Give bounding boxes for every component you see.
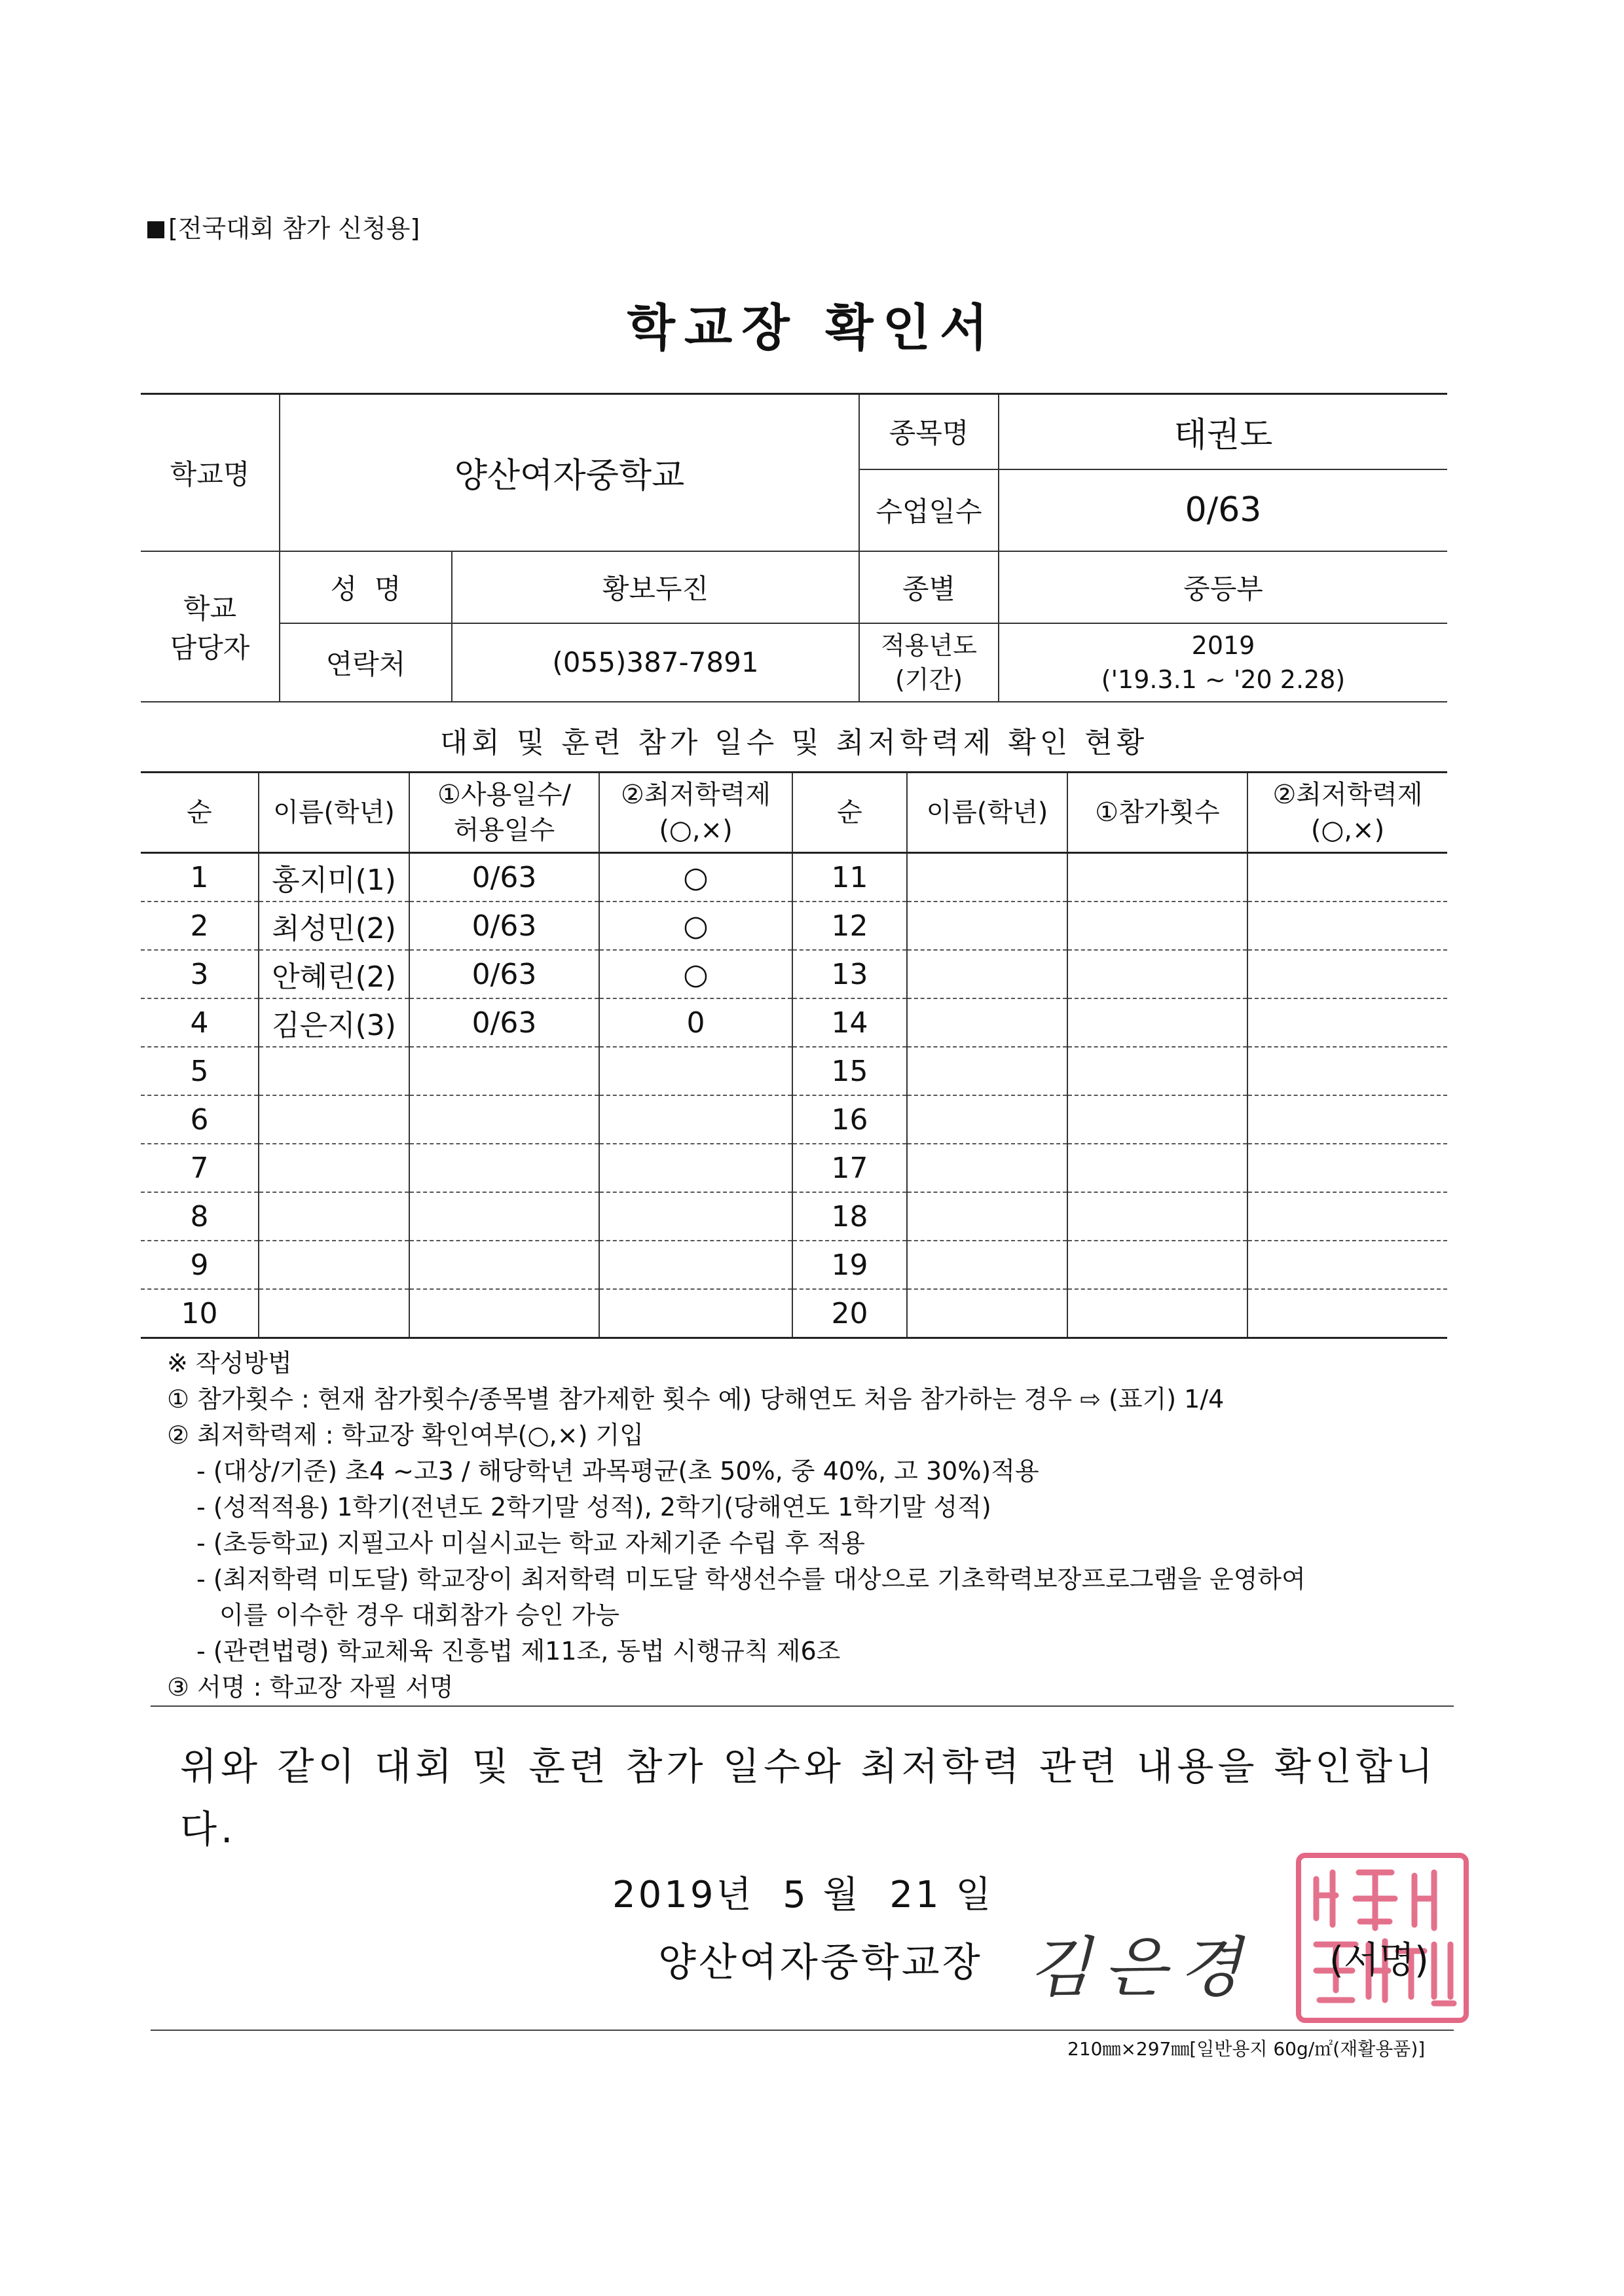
row-no: 1 (141, 853, 259, 902)
row-count-right (1067, 1289, 1247, 1338)
header-name-left: 이름(학년) (259, 773, 409, 853)
row-days (409, 1192, 599, 1241)
row-no-right: 20 (792, 1289, 907, 1338)
row-count-right (1067, 1192, 1247, 1241)
row-days: 0/63 (409, 950, 599, 998)
table-row (141, 1047, 1447, 1095)
row-no: 3 (141, 950, 259, 998)
row-min-right (1247, 998, 1447, 1047)
person-name-label-text: 성 명 (330, 572, 401, 605)
principal-title: 양산여자중학교장 (658, 1940, 983, 1986)
row-days (409, 1095, 599, 1144)
row-min (599, 1095, 792, 1144)
row-name-right (907, 1241, 1067, 1289)
header-no-left: 순 (141, 773, 259, 853)
row-name-right (907, 853, 1067, 902)
sign-date: 2019년 5 월 21 일 (612, 1874, 994, 1916)
row-count-right (1067, 1047, 1247, 1095)
header-min-right-l1: ②최저학력제 (1272, 780, 1423, 810)
instruction-item: ① 참가횟수 : 현재 참가횟수/종목별 참가제한 횟수 예) 당해연도 처음 참가하는 경우 ⇨ (표기) 1/4 (167, 1385, 1225, 1413)
row-days (409, 1047, 599, 1095)
header-min-right (1247, 773, 1447, 853)
row-name (259, 1047, 409, 1095)
instruction-subitem: - (관련법령) 학교체육 진흥법 제11조, 동법 시행규칙 제6조 (196, 1637, 841, 1666)
apply-year-label-line1: 적용년도 (881, 630, 977, 660)
contact-label-line1: 학교 (183, 592, 237, 625)
roster-header-row (141, 773, 1447, 853)
division-label: 종별 (859, 551, 999, 623)
table-row (141, 853, 1447, 902)
row-no: 9 (141, 1241, 259, 1289)
header-no-right: 순 (792, 773, 907, 853)
contact-person-label (141, 551, 280, 702)
footer-divider (151, 2030, 1454, 2031)
row-no-right: 12 (792, 902, 907, 950)
row-no: 8 (141, 1192, 259, 1241)
row-count-right (1067, 1144, 1247, 1192)
table-row (141, 1095, 1447, 1144)
instruction-subitem: - (초등학교) 지필고사 미실시교는 학교 자체기준 수립 후 적용 (196, 1529, 865, 1558)
header-min-right-l2: (○,×) (1310, 815, 1385, 845)
row-days (409, 1241, 599, 1289)
instructions-heading: ※ 작성방법 (167, 1349, 292, 1377)
row-count-right (1067, 1095, 1247, 1144)
instruction-subitem: - (최저학력 미도달) 학교장이 최저학력 미도달 학생선수를 대상으로 기초학력보장프로그램을 운영하여 (196, 1565, 1306, 1594)
apply-year-value (999, 623, 1447, 702)
row-name-right (907, 950, 1067, 998)
confirmation-statement (180, 1735, 1444, 1861)
apply-year-label-line2: (기간) (895, 665, 963, 694)
header-min-left (599, 773, 792, 853)
row-min-right (1247, 853, 1447, 902)
row-name: 최성민(2) (259, 902, 409, 950)
sport-label: 종목명 (859, 394, 999, 469)
school-name-value: 양산여자중학교 (280, 394, 859, 551)
row-name-right (907, 1192, 1067, 1241)
document-title: 학교장 확인서 (627, 299, 997, 357)
sport-value: 태권도 (999, 394, 1447, 469)
contact-label-line2: 담당자 (170, 631, 250, 664)
instruction-subitem: - (대상/기준) 초4 ~고3 / 해당학년 과목평균(초 50%, 중 40%, 고 30%)적용 (196, 1457, 1039, 1485)
instruction-subitem: - (성적적용) 1학기(전년도 2학기말 성적), 2학기(당해연도 1학기말 성적) (196, 1493, 991, 1522)
row-name-right (907, 1095, 1067, 1144)
row-days: 0/63 (409, 853, 599, 902)
row-name: 홍지미(1) (259, 853, 409, 902)
form-type-text: [전국대회 참가 신청용] (168, 214, 420, 243)
row-name (259, 1144, 409, 1192)
row-count-right (1067, 853, 1247, 902)
table-row (141, 1289, 1447, 1338)
signature-label: (서명) (1329, 1939, 1429, 1982)
row-count-right (1067, 902, 1247, 950)
row-name-right (907, 1289, 1067, 1338)
row-count-right (1067, 998, 1247, 1047)
apply-year-value-line1: 2019 (1191, 630, 1255, 660)
instruction-item: ② 최저학력제 : 학교장 확인여부(○,×) 기입 (167, 1421, 644, 1449)
row-min-right (1247, 1241, 1447, 1289)
row-min: ○ (599, 950, 792, 998)
row-min: 0 (599, 998, 792, 1047)
row-name: 김은지(3) (259, 998, 409, 1047)
division-value: 중등부 (999, 551, 1447, 623)
class-days-value: 0/63 (999, 469, 1447, 551)
apply-year-value-line2: ('19.3.1 ~ '20 2.28) (1101, 665, 1346, 694)
row-min (599, 1047, 792, 1095)
row-no: 6 (141, 1095, 259, 1144)
row-no: 5 (141, 1047, 259, 1095)
header-days-left (409, 773, 599, 853)
form-type-tag (147, 208, 420, 244)
handwritten-signature: 김은경 (1028, 1929, 1253, 2006)
school-name-label: 학교명 (141, 394, 280, 551)
row-min-right (1247, 950, 1447, 998)
person-name-label (280, 551, 452, 623)
section-divider (151, 1705, 1454, 1707)
status-section-title: 대회 및 훈련 참가 일수 및 최저학력제 확인 현황 (439, 726, 1149, 759)
school-info-table (141, 393, 1447, 702)
row-no-right: 18 (792, 1192, 907, 1241)
phone-value: (055)387-7891 (452, 623, 859, 702)
table-row (141, 902, 1447, 950)
paper-spec-footer: 210㎜×297㎜[일반용지 60g/㎡(재활용품)] (1067, 2038, 1426, 2060)
row-name-right (907, 1144, 1067, 1192)
instructions-block (167, 1345, 1450, 1705)
row-days (409, 1289, 599, 1338)
row-name (259, 1289, 409, 1338)
row-min-right (1247, 1144, 1447, 1192)
instruction-subitem-cont: 이를 이수한 경우 대회참가 승인 가능 (219, 1601, 620, 1630)
row-min: ○ (599, 853, 792, 902)
apply-year-label (859, 623, 999, 702)
participant-roster-table (141, 771, 1447, 1339)
instruction-item: ③ 서명 : 학교장 자필 서명 (167, 1673, 454, 1702)
row-min-right (1247, 1095, 1447, 1144)
row-no: 4 (141, 998, 259, 1047)
row-name: 안혜린(2) (259, 950, 409, 998)
table-row (141, 998, 1447, 1047)
header-name-right: 이름(학년) (907, 773, 1067, 853)
row-no-right: 14 (792, 998, 907, 1047)
row-no: 10 (141, 1289, 259, 1338)
class-days-label: 수업일수 (859, 469, 999, 551)
row-name (259, 1241, 409, 1289)
row-count-right (1067, 950, 1247, 998)
row-no-right: 11 (792, 853, 907, 902)
square-bullet-icon (147, 221, 164, 238)
row-name (259, 1192, 409, 1241)
row-no-right: 15 (792, 1047, 907, 1095)
header-min-left-l2: (○,×) (659, 815, 733, 845)
row-min-right (1247, 1192, 1447, 1241)
header-days-l2: 허용일수 (453, 815, 555, 845)
row-min: ○ (599, 902, 792, 950)
row-min (599, 1241, 792, 1289)
row-count-right (1067, 1241, 1247, 1289)
table-row (141, 950, 1447, 998)
row-min-right (1247, 1289, 1447, 1338)
table-row (141, 1192, 1447, 1241)
row-min (599, 1192, 792, 1241)
row-name (259, 1095, 409, 1144)
row-min (599, 1289, 792, 1338)
header-count-right: ①참가횟수 (1067, 773, 1247, 853)
row-no: 2 (141, 902, 259, 950)
table-row (141, 1144, 1447, 1192)
person-name-value: 황보두진 (452, 551, 859, 623)
row-no-right: 19 (792, 1241, 907, 1289)
row-no: 7 (141, 1144, 259, 1192)
row-days (409, 1144, 599, 1192)
header-min-left-l1: ②최저학력제 (620, 780, 771, 810)
confirmation-line1: 위와 같이 대회 및 훈련 참가 일수와 최저학력 관련 내용을 확인합니 (180, 1744, 1437, 1789)
phone-label: 연락처 (280, 623, 452, 702)
row-name-right (907, 998, 1067, 1047)
row-name-right (907, 1047, 1067, 1095)
row-days: 0/63 (409, 902, 599, 950)
table-row (141, 1241, 1447, 1289)
confirmation-line2: 다. (180, 1807, 237, 1851)
row-min-right (1247, 1047, 1447, 1095)
row-days: 0/63 (409, 998, 599, 1047)
row-no-right: 16 (792, 1095, 907, 1144)
row-min (599, 1144, 792, 1192)
row-name-right (907, 902, 1067, 950)
row-no-right: 13 (792, 950, 907, 998)
header-days-l1: ①사용일수/ (437, 780, 571, 810)
row-min-right (1247, 902, 1447, 950)
row-no-right: 17 (792, 1144, 907, 1192)
